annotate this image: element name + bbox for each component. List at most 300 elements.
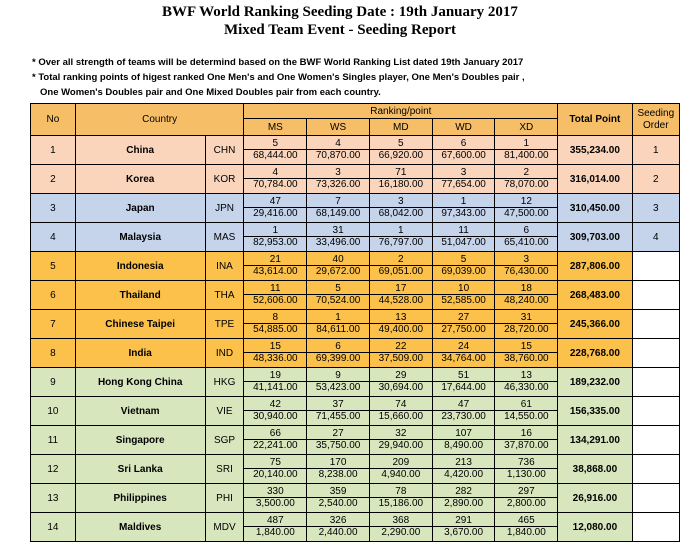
event-cell <box>244 513 307 542</box>
col-ms: MS <box>244 119 307 136</box>
event-cell <box>244 397 307 426</box>
point-value: 37,509.00 <box>378 353 424 364</box>
rank-value: 282 <box>433 487 495 498</box>
country-code: MAS <box>205 223 244 252</box>
rank-value: 209 <box>370 458 432 469</box>
point-value: 2,440.00 <box>318 527 358 538</box>
rank-value: 74 <box>370 400 432 411</box>
country-name: Japan <box>75 194 205 223</box>
country-code: TPE <box>205 310 244 339</box>
col-seeding-order: Seeding Order <box>632 104 679 136</box>
total-point: 245,366.00 <box>558 310 632 339</box>
col-xd: XD <box>495 119 558 136</box>
rank-value: 326 <box>307 516 369 527</box>
rank-value: 12 <box>495 197 557 208</box>
point-value: 49,400.00 <box>378 324 424 335</box>
event-cell <box>495 339 558 368</box>
event-cell <box>495 223 558 252</box>
country-name: Hong Kong China <box>75 368 205 397</box>
event-cell <box>495 194 558 223</box>
seeding-order: 4 <box>632 223 679 252</box>
country-code: KOR <box>205 165 244 194</box>
rank-value: 15 <box>244 342 306 353</box>
rank-value: 27 <box>433 313 495 324</box>
point-value: 48,336.00 <box>253 353 298 364</box>
seeding-order <box>632 455 679 484</box>
total-point: 310,450.00 <box>558 194 632 223</box>
country-code: INA <box>205 252 244 281</box>
point-value: 46,330.00 <box>504 382 549 393</box>
event-cell <box>307 310 370 339</box>
point-value: 48,240.00 <box>504 295 549 306</box>
seeding-order <box>632 252 679 281</box>
country-code: CHN <box>205 136 244 165</box>
rank-value: 4 <box>307 139 369 150</box>
rank-value: 170 <box>307 458 369 469</box>
point-value: 1,840.00 <box>506 527 546 538</box>
event-cell <box>244 281 307 310</box>
country-name: China <box>75 136 205 165</box>
point-value: 81,400.00 <box>504 150 549 161</box>
event-cell <box>495 136 558 165</box>
col-country: Country <box>75 104 244 136</box>
rank-value: 107 <box>433 429 495 440</box>
point-value: 70,870.00 <box>315 150 361 161</box>
point-value: 1,840.00 <box>255 527 295 538</box>
event-cell <box>495 513 558 542</box>
event-cell <box>244 426 307 455</box>
row-number: 3 <box>31 194 76 223</box>
table-row <box>31 397 680 426</box>
note-line: One Women's Doubles pair and One Mixed Doubles pair from each country. <box>40 87 381 98</box>
rank-value: 37 <box>307 400 369 411</box>
rank-value: 5 <box>433 255 495 266</box>
rank-value: 19 <box>244 371 306 382</box>
event-cell <box>495 252 558 281</box>
seeding-order <box>632 484 679 513</box>
point-value: 65,410.00 <box>504 237 549 248</box>
event-cell <box>369 484 432 513</box>
rank-value: 15 <box>495 342 557 353</box>
rank-value: 1 <box>495 139 557 150</box>
point-value: 77,654.00 <box>441 179 486 190</box>
rank-value: 1 <box>370 226 432 237</box>
event-cell <box>307 426 370 455</box>
seeding-order <box>632 310 679 339</box>
event-cell <box>432 455 495 484</box>
table-row <box>31 368 680 397</box>
seeding-order <box>632 281 679 310</box>
country-name: Sri Lanka <box>75 455 205 484</box>
row-number: 2 <box>31 165 76 194</box>
point-value: 70,784.00 <box>253 179 298 190</box>
event-cell <box>307 136 370 165</box>
point-value: 33,496.00 <box>315 237 361 248</box>
total-point: 287,806.00 <box>558 252 632 281</box>
point-value: 43,614.00 <box>253 266 298 277</box>
event-cell <box>307 484 370 513</box>
row-number: 8 <box>31 339 76 368</box>
country-name: Philippines <box>75 484 205 513</box>
point-value: 97,343.00 <box>441 208 486 219</box>
rank-value: 61 <box>495 400 557 411</box>
rank-value: 51 <box>433 371 495 382</box>
event-cell <box>244 194 307 223</box>
event-cell <box>244 339 307 368</box>
rank-value: 6 <box>433 139 495 150</box>
point-value: 84,611.00 <box>316 324 360 335</box>
rank-value: 465 <box>495 516 557 527</box>
row-number: 11 <box>31 426 76 455</box>
event-cell <box>369 194 432 223</box>
total-point: 268,483.00 <box>558 281 632 310</box>
rank-value: 75 <box>244 458 306 469</box>
rank-value: 8 <box>244 313 306 324</box>
table-row <box>31 194 680 223</box>
point-value: 2,800.00 <box>506 498 546 509</box>
rank-value: 1 <box>244 226 306 237</box>
rank-value: 7 <box>307 197 369 208</box>
rank-value: 11 <box>433 226 495 237</box>
rank-value: 736 <box>495 458 557 469</box>
row-number: 10 <box>31 397 76 426</box>
seeding-order <box>632 426 679 455</box>
rank-value: 487 <box>244 516 306 527</box>
rank-value: 24 <box>433 342 495 353</box>
event-cell <box>369 136 432 165</box>
rank-value: 27 <box>307 429 369 440</box>
seeding-order: 1 <box>632 136 679 165</box>
table-row <box>31 136 680 165</box>
event-cell <box>307 455 370 484</box>
event-cell <box>432 339 495 368</box>
country-code: JPN <box>205 194 244 223</box>
rank-value: 6 <box>495 226 557 237</box>
point-value: 2,890.00 <box>444 498 484 509</box>
total-point: 134,291.00 <box>558 426 632 455</box>
total-point: 189,232.00 <box>558 368 632 397</box>
rank-value: 47 <box>244 197 306 208</box>
rank-value: 22 <box>370 342 432 353</box>
rank-value: 66 <box>244 429 306 440</box>
point-value: 8,490.00 <box>444 440 484 451</box>
rank-value: 16 <box>495 429 557 440</box>
country-name: Malaysia <box>75 223 205 252</box>
event-cell <box>369 252 432 281</box>
table-row <box>31 165 680 194</box>
point-value: 4,940.00 <box>381 469 421 480</box>
point-value: 14,550.00 <box>504 411 549 422</box>
event-cell <box>307 165 370 194</box>
rank-value: 291 <box>433 516 495 527</box>
col-no: No <box>31 104 76 136</box>
row-number: 1 <box>31 136 76 165</box>
seeding-order: 3 <box>632 194 679 223</box>
country-code: PHI <box>205 484 244 513</box>
event-cell <box>244 165 307 194</box>
event-cell <box>495 310 558 339</box>
rank-value: 32 <box>370 429 432 440</box>
rank-value: 1 <box>433 197 495 208</box>
point-value: 69,039.00 <box>441 266 486 277</box>
event-cell <box>495 397 558 426</box>
report-subtitle: Mixed Team Event - Seeding Report <box>223 22 457 38</box>
event-cell <box>432 281 495 310</box>
report-title: BWF World Ranking Seeding Date : 19th January 2017 <box>162 4 518 20</box>
point-value: 2,540.00 <box>318 498 358 509</box>
event-cell <box>495 484 558 513</box>
event-cell <box>432 223 495 252</box>
event-cell <box>369 223 432 252</box>
notes <box>32 55 525 100</box>
point-value: 34,764.00 <box>441 353 486 364</box>
row-number: 13 <box>31 484 76 513</box>
point-value: 52,585.00 <box>441 295 486 306</box>
total-point: 355,234.00 <box>558 136 632 165</box>
event-cell <box>369 165 432 194</box>
point-value: 41,141.00 <box>253 382 298 393</box>
event-cell <box>369 281 432 310</box>
event-cell <box>244 252 307 281</box>
point-value: 82,953.00 <box>253 237 298 248</box>
event-cell <box>307 339 370 368</box>
point-value: 37,870.00 <box>504 440 549 451</box>
row-number: 9 <box>31 368 76 397</box>
event-cell <box>244 484 307 513</box>
event-cell <box>369 368 432 397</box>
event-cell <box>307 397 370 426</box>
event-cell <box>495 368 558 397</box>
rank-value: 3 <box>433 168 495 179</box>
rank-value: 29 <box>370 371 432 382</box>
point-value: 66,920.00 <box>378 150 424 161</box>
event-cell <box>244 223 307 252</box>
rank-value: 17 <box>370 284 432 295</box>
table-row <box>31 339 680 368</box>
event-cell <box>432 194 495 223</box>
point-value: 78,070.00 <box>504 179 549 190</box>
table-row <box>31 455 680 484</box>
rank-value: 10 <box>433 284 495 295</box>
rank-value: 3 <box>370 197 432 208</box>
table-row <box>31 223 680 252</box>
rank-value: 42 <box>244 400 306 411</box>
rank-value: 330 <box>244 487 306 498</box>
row-number: 5 <box>31 252 76 281</box>
row-number: 12 <box>31 455 76 484</box>
point-value: 68,042.00 <box>378 208 424 219</box>
rank-value: 31 <box>495 313 557 324</box>
table-header <box>31 104 680 136</box>
rank-value: 359 <box>307 487 369 498</box>
event-cell <box>432 252 495 281</box>
country-code: IND <box>205 339 244 368</box>
country-name: India <box>75 339 205 368</box>
rank-value: 13 <box>495 371 557 382</box>
point-value: 67,600.00 <box>441 150 486 161</box>
rank-value: 31 <box>307 226 369 237</box>
event-cell <box>495 281 558 310</box>
event-cell <box>244 136 307 165</box>
rank-value: 47 <box>433 400 495 411</box>
rank-value: 1 <box>307 313 369 324</box>
point-value: 53,423.00 <box>315 382 361 393</box>
event-cell <box>369 455 432 484</box>
point-value: 15,660.00 <box>378 411 424 422</box>
rank-value: 5 <box>370 139 432 150</box>
total-point: 228,768.00 <box>558 339 632 368</box>
point-value: 29,672.00 <box>315 266 361 277</box>
point-value: 1,130.00 <box>506 469 546 480</box>
point-value: 3,670.00 <box>444 527 484 538</box>
event-cell <box>369 426 432 455</box>
ranking-table <box>30 103 680 542</box>
event-cell <box>307 281 370 310</box>
point-value: 47,500.00 <box>504 208 549 219</box>
table-row <box>31 426 680 455</box>
rank-value: 78 <box>370 487 432 498</box>
event-cell <box>369 513 432 542</box>
row-number: 6 <box>31 281 76 310</box>
point-value: 8,238.00 <box>318 469 358 480</box>
table-row <box>31 484 680 513</box>
point-value: 35,750.00 <box>315 440 361 451</box>
rank-value: 13 <box>370 313 432 324</box>
event-cell <box>244 310 307 339</box>
event-cell <box>432 397 495 426</box>
col-total-point: Total Point <box>558 104 632 136</box>
country-name: Indonesia <box>75 252 205 281</box>
rank-value: 40 <box>307 255 369 266</box>
event-cell <box>307 252 370 281</box>
table-row <box>31 513 680 542</box>
total-point: 309,703.00 <box>558 223 632 252</box>
total-point: 12,080.00 <box>558 513 632 542</box>
point-value: 20,140.00 <box>253 469 298 480</box>
country-code: HKG <box>205 368 244 397</box>
point-value: 30,694.00 <box>378 382 424 393</box>
point-value: 30,940.00 <box>253 411 298 422</box>
point-value: 54,885.00 <box>253 324 298 335</box>
point-value: 76,430.00 <box>504 266 549 277</box>
point-value: 29,416.00 <box>253 208 298 219</box>
event-cell <box>432 368 495 397</box>
event-cell <box>432 136 495 165</box>
seeding-order <box>632 339 679 368</box>
event-cell <box>432 426 495 455</box>
rank-value: 18 <box>495 284 557 295</box>
rank-value: 3 <box>307 168 369 179</box>
event-cell <box>369 310 432 339</box>
point-value: 23,730.00 <box>441 411 486 422</box>
point-value: 16,180.00 <box>378 179 424 190</box>
rank-value: 2 <box>495 168 557 179</box>
rank-value: 9 <box>307 371 369 382</box>
rank-value: 213 <box>433 458 495 469</box>
point-value: 17,644.00 <box>441 382 486 393</box>
point-value: 69,051.00 <box>378 266 424 277</box>
point-value: 27,750.00 <box>441 324 486 335</box>
seeding-order <box>632 368 679 397</box>
row-number: 14 <box>31 513 76 542</box>
row-number: 7 <box>31 310 76 339</box>
col-ranking-point: Ranking/point <box>244 104 558 119</box>
total-point: 316,014.00 <box>558 165 632 194</box>
country-name: Chinese Taipei <box>75 310 205 339</box>
point-value: 29,940.00 <box>378 440 424 451</box>
total-point: 156,335.00 <box>558 397 632 426</box>
point-value: 38,760.00 <box>504 353 549 364</box>
rank-value: 368 <box>370 516 432 527</box>
point-value: 22,241.00 <box>253 440 298 451</box>
point-value: 70,524.00 <box>315 295 361 306</box>
event-cell <box>495 165 558 194</box>
point-value: 4,420.00 <box>444 469 484 480</box>
country-code: MDV <box>205 513 244 542</box>
total-point: 26,916.00 <box>558 484 632 513</box>
col-wd: WD <box>432 119 495 136</box>
country-code: THA <box>205 281 244 310</box>
event-cell <box>495 455 558 484</box>
table-row <box>31 252 680 281</box>
event-cell <box>244 368 307 397</box>
point-value: 51,047.00 <box>441 237 486 248</box>
country-name: Korea <box>75 165 205 194</box>
country-name: Singapore <box>75 426 205 455</box>
rank-value: 71 <box>370 168 432 179</box>
country-name: Vietnam <box>75 397 205 426</box>
rank-value: 21 <box>244 255 306 266</box>
point-value: 28,720.00 <box>504 324 549 335</box>
seeding-order <box>632 397 679 426</box>
point-value: 68,149.00 <box>315 208 361 219</box>
event-cell <box>244 455 307 484</box>
event-cell <box>432 165 495 194</box>
table-row <box>31 310 680 339</box>
event-cell <box>307 223 370 252</box>
rank-value: 3 <box>495 255 557 266</box>
rank-value: 6 <box>307 342 369 353</box>
point-value: 3,500.00 <box>255 498 295 509</box>
note-line: * Total ranking points of higest ranked One Men's and One Women's Singles player, One Men's Doubles pair , <box>32 72 525 83</box>
point-value: 52,606.00 <box>253 295 298 306</box>
event-cell <box>307 513 370 542</box>
country-code: SGP <box>205 426 244 455</box>
point-value: 44,528.00 <box>378 295 424 306</box>
rank-value: 2 <box>370 255 432 266</box>
seeding-order: 2 <box>632 165 679 194</box>
event-cell <box>432 513 495 542</box>
note-line: * Over all strength of teams will be determind based on the BWF World Ranking List dated 19th January 2017 <box>32 57 524 68</box>
point-value: 71,455.00 <box>315 411 361 422</box>
point-value: 2,290.00 <box>381 527 421 538</box>
rank-value: 5 <box>307 284 369 295</box>
event-cell <box>307 368 370 397</box>
point-value: 15,186.00 <box>378 498 424 509</box>
rank-value: 5 <box>244 139 306 150</box>
rank-value: 4 <box>244 168 306 179</box>
row-number: 4 <box>31 223 76 252</box>
col-md: MD <box>369 119 432 136</box>
total-point: 38,868.00 <box>558 455 632 484</box>
col-ws: WS <box>307 119 370 136</box>
event-cell <box>432 310 495 339</box>
country-name: Thailand <box>75 281 205 310</box>
country-code: SRI <box>205 455 244 484</box>
event-cell <box>369 397 432 426</box>
point-value: 76,797.00 <box>378 237 424 248</box>
seeding-order <box>632 513 679 542</box>
